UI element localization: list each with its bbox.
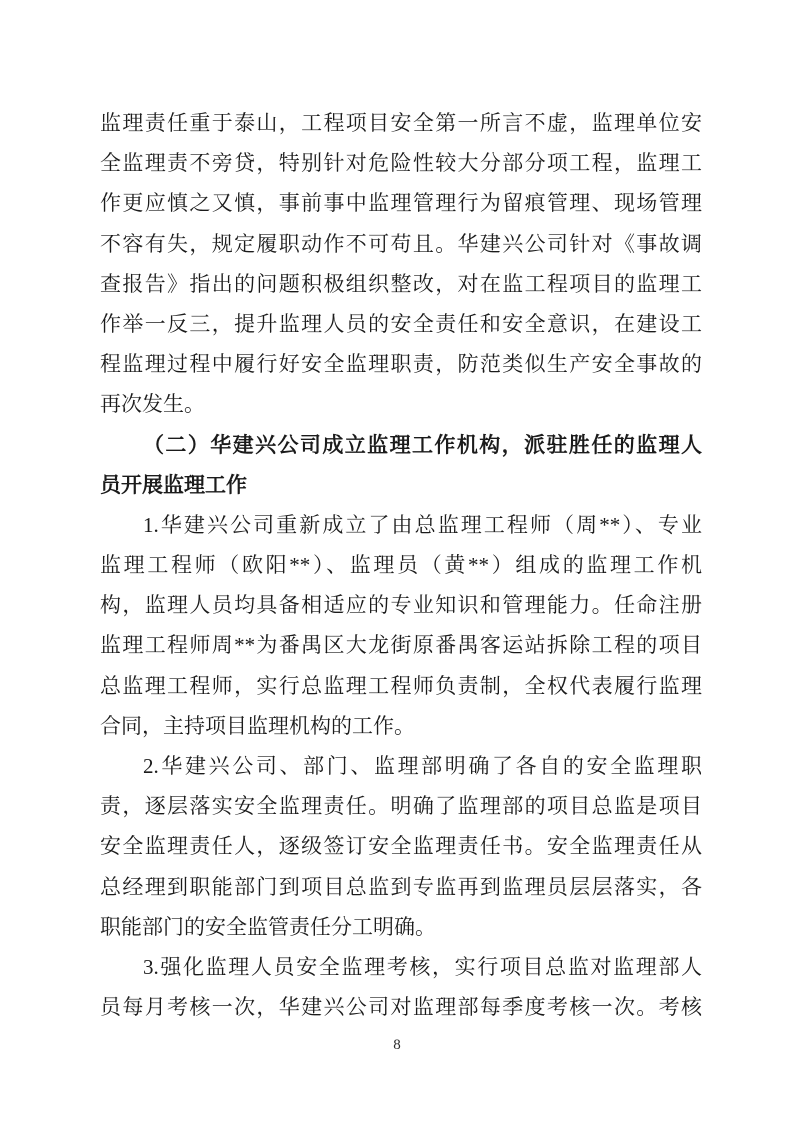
text-line: 员每月考核一次，华建兴公司对监理部每季度考核一次。考核: [100, 995, 702, 1020]
document-body: [100, 103, 702, 1027]
text-line: 构，监理人员均具备相适应的专业知识和管理能力。任命注册: [100, 593, 702, 618]
text-line: 2.华建兴公司、部门、监理部明确了各自的安全监理职: [143, 754, 702, 778]
paragraph-2: [100, 746, 702, 947]
section-heading-line: 员开展监理工作: [100, 472, 247, 497]
page-number: 8: [393, 1037, 401, 1053]
section-heading-line: （二）华建兴公司成立监理工作机构，派驻胜任的监理人: [143, 432, 702, 457]
text-line: 职能部门的安全监管责任分工明确。: [100, 914, 436, 939]
text-line: 责，逐层落实安全监理责任。明确了监理部的项目总监是项目: [100, 794, 702, 819]
text-line: 程监理过程中履行好安全监理职责，防范类似生产安全事故的: [100, 352, 702, 377]
text-line: 作更应慎之又慎，事前事中监理管理行为留痕管理、现场管理: [100, 191, 702, 216]
text-line: 全监理责不旁贷，特别针对危险性较大分部分项工程，监理工: [100, 151, 702, 176]
text-line: 1.华建兴公司重新成立了由总监理工程师（周**）、专业: [143, 512, 702, 537]
text-line: 再次发生。: [100, 392, 205, 417]
text-line: 总经理到职能部门到项目总监到专监再到监理员层层落实，各: [100, 874, 702, 899]
section-heading: [100, 425, 702, 505]
paragraph-1: [100, 505, 702, 746]
text-line: 监理工程师周**为番禺区大龙街原番禺客运站拆除工程的项目: [100, 633, 702, 658]
text-line: 安全监理责任人，逐级签订安全监理责任书。安全监理责任从: [100, 834, 702, 859]
paragraph-continuation: [100, 103, 702, 425]
text-line: 监理工程师（欧阳**）、监理员（黄**）组成的监理工作机: [100, 553, 702, 578]
paragraph-3: [100, 947, 702, 1027]
text-line: 作举一反三，提升监理人员的安全责任和安全意识，在建设工: [100, 311, 702, 336]
text-line: 3.强化监理人员安全监理考核，实行项目总监对监理部人: [143, 954, 702, 979]
text-line: 总监理工程师，实行总监理工程师负责制，全权代表履行监理: [100, 673, 702, 698]
text-line: 查报告》指出的问题积极组织整改，对在监工程项目的监理工: [100, 271, 702, 296]
text-line: 监理责任重于泰山，工程项目安全第一所言不虚，监理单位安: [100, 111, 702, 135]
text-line: 不容有失，规定履职动作不可苟且。华建兴公司针对《事故调: [100, 231, 702, 256]
text-line: 合同，主持项目监理机构的工作。: [100, 713, 415, 738]
